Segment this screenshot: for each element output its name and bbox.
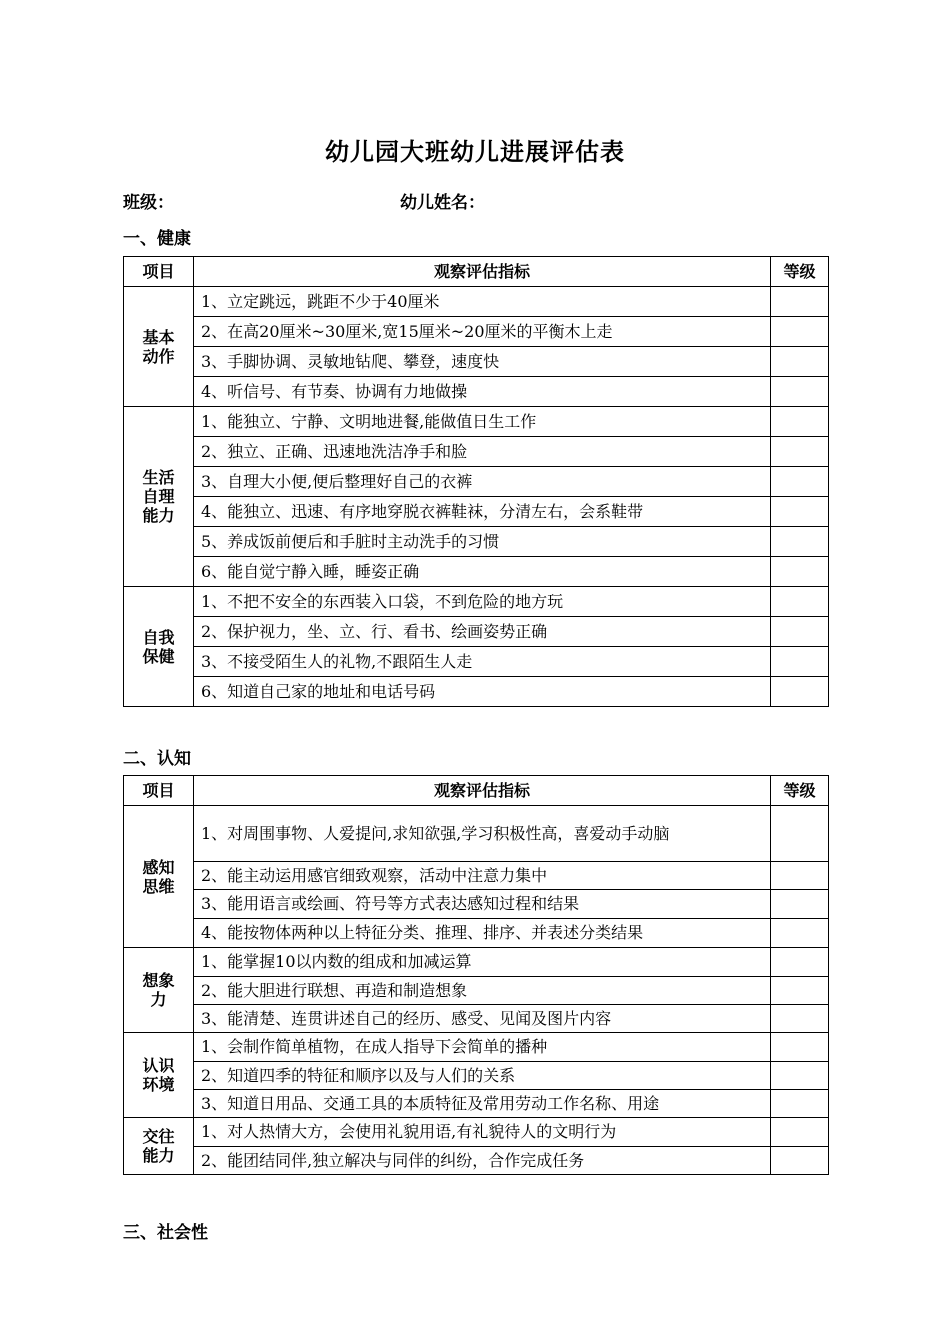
category-cell: 感知思维 (124, 806, 194, 948)
table-row (124, 647, 829, 677)
category-cell: 生活自理能力 (124, 407, 194, 587)
indicator-cell: 1、立定跳远，跳距不少于40厘米 (194, 287, 771, 317)
grade-cell[interactable] (771, 1033, 829, 1062)
grade-cell[interactable] (771, 1005, 829, 1033)
header-grade: 等级 (771, 776, 829, 806)
indicator-cell: 3、自理大小便,便后整理好自己的衣裤 (194, 467, 771, 497)
table-row (124, 557, 829, 587)
header-indicator: 观察评估指标 (194, 776, 771, 806)
health-evaluation-table (123, 256, 829, 707)
grade-cell[interactable] (771, 497, 829, 527)
grade-cell[interactable] (771, 437, 829, 467)
indicator-cell: 2、独立、正确、迅速地洗洁净手和脸 (194, 437, 771, 467)
table-row (124, 407, 829, 437)
indicator-cell: 1、能独立、宁静、文明地进餐,能做值日生工作 (194, 407, 771, 437)
table-row (124, 1147, 829, 1175)
table-row (124, 806, 829, 862)
indicator-cell: 2、知道四季的特征和顺序以及与人们的关系 (194, 1062, 771, 1090)
section-heading-social: 三、社会性 (123, 1223, 208, 1243)
table-row (124, 890, 829, 919)
grade-cell[interactable] (771, 587, 829, 617)
indicator-cell: 1、对人热情大方，会使用礼貌用语,有礼貌待人的文明行为 (194, 1118, 771, 1147)
grade-cell[interactable] (771, 977, 829, 1005)
grade-cell[interactable] (771, 377, 829, 407)
indicator-cell: 3、不接受陌生人的礼物,不跟陌生人走 (194, 647, 771, 677)
header-project: 项目 (124, 257, 194, 287)
grade-cell[interactable] (771, 919, 829, 948)
section-heading-health: 一、健康 (123, 229, 191, 249)
document-title: 幼儿园大班幼儿进展评估表 (325, 138, 625, 166)
category-cell: 自我保健 (124, 587, 194, 707)
grade-cell[interactable] (771, 407, 829, 437)
class-label: 班级： (123, 193, 174, 213)
indicator-cell: 1、不把不安全的东西装入口袋，不到危险的地方玩 (194, 587, 771, 617)
table-row (124, 1062, 829, 1090)
indicator-cell: 4、听信号、有节奏、协调有力地做操 (194, 377, 771, 407)
indicator-cell: 3、能清楚、连贯讲述自己的经历、感受、见闻及图片内容 (194, 1005, 771, 1033)
section-heading-cognition: 二、认知 (123, 749, 191, 769)
indicator-cell: 3、能用语言或绘画、符号等方式表达感知过程和结果 (194, 890, 771, 919)
grade-cell[interactable] (771, 557, 829, 587)
category-cell: 交往能力 (124, 1118, 194, 1175)
header-project: 项目 (124, 776, 194, 806)
grade-cell[interactable] (771, 317, 829, 347)
indicator-cell: 2、能大胆进行联想、再造和制造想象 (194, 977, 771, 1005)
grade-cell[interactable] (771, 1090, 829, 1118)
indicator-cell: 4、能按物体两种以上特征分类、推理、排序、并表述分类结果 (194, 919, 771, 948)
grade-cell[interactable] (771, 890, 829, 919)
category-cell: 基本动作 (124, 287, 194, 407)
grade-cell[interactable] (771, 948, 829, 977)
table-row (124, 948, 829, 977)
table-row (124, 677, 829, 707)
header-indicator: 观察评估指标 (194, 257, 771, 287)
header-grade: 等级 (771, 257, 829, 287)
indicator-cell: 2、能主动运用感官细致观察，活动中注意力集中 (194, 862, 771, 890)
table-row (124, 497, 829, 527)
table-row (124, 587, 829, 617)
table-row (124, 527, 829, 557)
grade-cell[interactable] (771, 677, 829, 707)
table-row (124, 287, 829, 317)
grade-cell[interactable] (771, 527, 829, 557)
cognition-evaluation-table (123, 775, 829, 1175)
indicator-cell: 6、能自觉宁静入睡，睡姿正确 (194, 557, 771, 587)
indicator-cell: 2、能团结同伴,独立解决与同伴的纠纷，合作完成任务 (194, 1147, 771, 1175)
grade-cell[interactable] (771, 1147, 829, 1175)
grade-cell[interactable] (771, 617, 829, 647)
indicator-cell: 6、知道自己家的地址和电话号码 (194, 677, 771, 707)
grade-cell[interactable] (771, 347, 829, 377)
grade-cell[interactable] (771, 1118, 829, 1147)
indicator-cell: 3、知道日用品、交通工具的本质特征及常用劳动工作名称、用途 (194, 1090, 771, 1118)
table-header-row (124, 776, 829, 806)
indicator-cell: 5、养成饭前便后和手脏时主动洗手的习惯 (194, 527, 771, 557)
indicator-cell: 1、会制作简单植物，在成人指导下会简单的播种 (194, 1033, 771, 1062)
table-row (124, 1118, 829, 1147)
indicator-cell: 3、手脚协调、灵敏地钻爬、攀登，速度快 (194, 347, 771, 377)
table-row (124, 377, 829, 407)
category-cell: 认识环境 (124, 1033, 194, 1118)
table-row (124, 919, 829, 948)
indicator-cell: 1、能掌握10以内数的组成和加减运算 (194, 948, 771, 977)
grade-cell[interactable] (771, 862, 829, 890)
table-row (124, 347, 829, 377)
grade-cell[interactable] (771, 806, 829, 862)
indicator-cell: 1、对周围事物、人爱提问,求知欲强,学习积极性高，喜爱动手动脑 (194, 806, 771, 862)
category-cell: 想象力 (124, 948, 194, 1033)
indicator-cell: 2、在高20厘米~30厘米,宽15厘米~20厘米的平衡木上走 (194, 317, 771, 347)
grade-cell[interactable] (771, 647, 829, 677)
table-row (124, 977, 829, 1005)
table-row (124, 1090, 829, 1118)
grade-cell[interactable] (771, 287, 829, 317)
table-row (124, 467, 829, 497)
indicator-cell: 4、能独立、迅速、有序地穿脱衣裤鞋袜，分清左右，会系鞋带 (194, 497, 771, 527)
table-row (124, 317, 829, 347)
indicator-cell: 2、保护视力，坐、立、行、看书、绘画姿势正确 (194, 617, 771, 647)
table-row (124, 862, 829, 890)
table-row (124, 1005, 829, 1033)
table-row (124, 617, 829, 647)
table-row (124, 437, 829, 467)
table-header-row (124, 257, 829, 287)
grade-cell[interactable] (771, 467, 829, 497)
grade-cell[interactable] (771, 1062, 829, 1090)
child-name-label: 幼儿姓名： (400, 193, 485, 213)
table-row (124, 1033, 829, 1062)
